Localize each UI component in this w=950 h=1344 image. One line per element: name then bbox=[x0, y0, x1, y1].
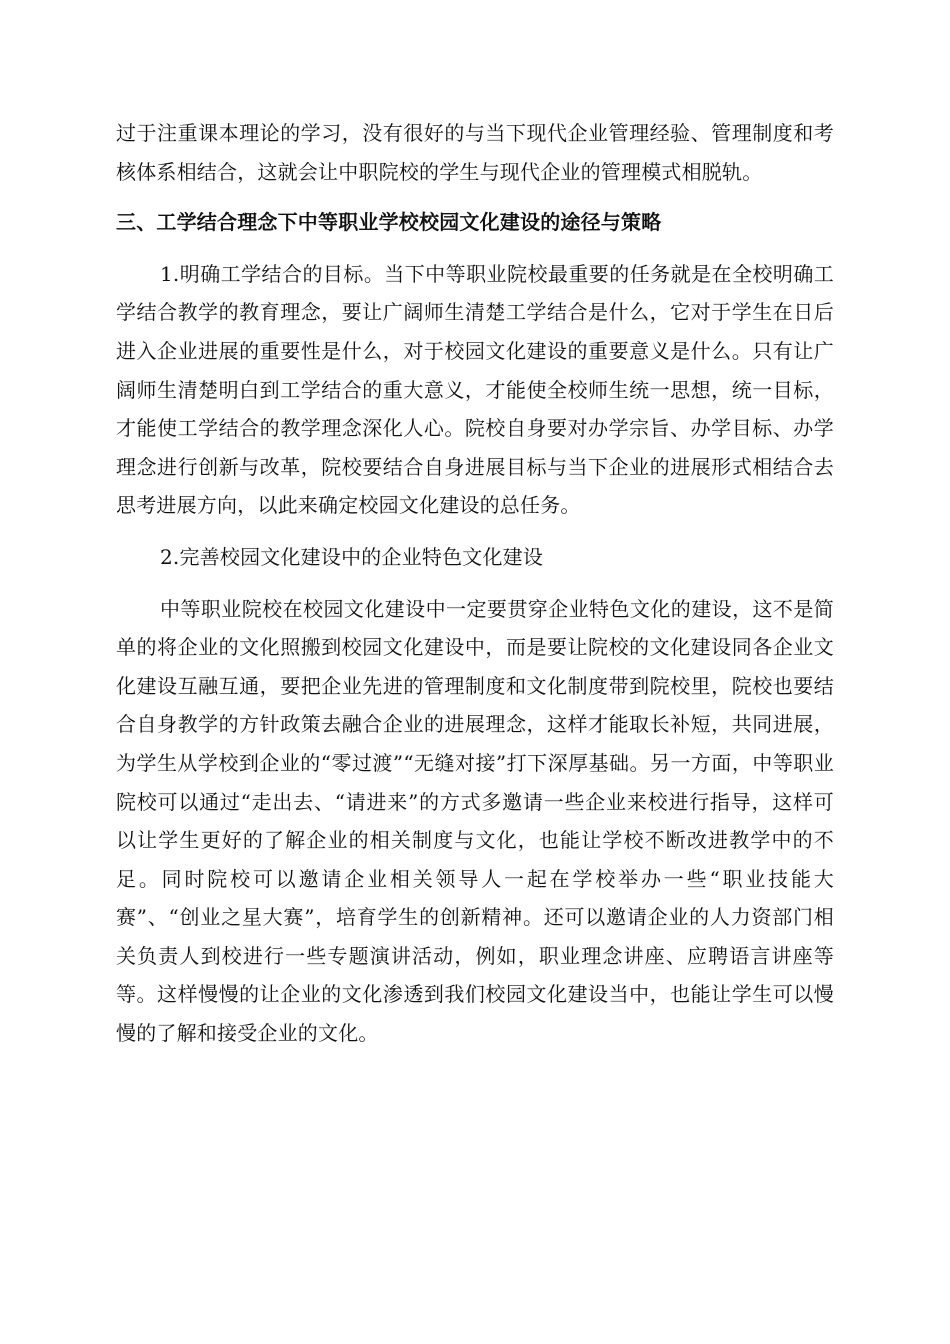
document-body bbox=[116, 114, 834, 1053]
paragraph-enterprise-culture: 中等职业院校在校园文化建设中一定要贯穿企业特色文化的建设，这不是简单的将企业的文化照搬到校园文化建设中，而是要让院校的文化建设同各企业文化建设互融互通，要把企业先进的管理制度和文化制度带到院校里，院校也要结合自身教学的方针政策去融合企业的进展理念，这样才能取长补短，共同进展，为学生从学校到企业的“零过渡”“无缝对接”打下深厚基础。另一方面，中等职业院校可以通过“走出去、“请进来”的方式多邀请一些企业来校进行指导，这样可以让学生更好的了解企业的相关制度与文化，也能让学校不断改进教学中的不足。同时院校可以邀请企业相关领导人一起在学校举办一些“职业技能大赛”、“创业之星大赛”，培育学生的创新精神。还可以邀请企业的人力资部门相关负责人到校进行一些专题演讲活动，例如，职业理念讲座、应聘语言讲座等等。这样慢慢的让企业的文化渗透到我们校园文化建设当中，也能让学生可以慢慢的了解和接受企业的文化。 bbox=[116, 596, 834, 1046]
paragraph-goal: 1.明确工学结合的目标。当下中等职业院校最重要的任务就是在全校明确工学结合教学的教育理念，要让广阔师生清楚工学结合是什么，它对于学生在日后进入企业进展的重要性是什么，对于校园文化建设的重要意义是什么。只有让广阔师生清楚明白到工学结合的重大意义，才能使全校师生统一思想，统一目标，才能使工学结合的教学理念深化人心。院校自身要对办学宗旨、办学目标、办学理念进行创新与改革，院校要结合自身进展目标与当下企业的进展形式相结合去思考进展方向，以此来确定校园文化建设的总任务。 bbox=[116, 261, 834, 518]
paragraph-continuation: 过于注重课本理论的学习，没有很好的与当下现代企业管理经验、管理制度和考核体系相结合，这就会让中职院校的学生与现代企业的管理模式相脱轨。 bbox=[116, 121, 834, 184]
subheading-enterprise-culture: 2.完善校园文化建设中的企业特色文化建设 bbox=[160, 544, 544, 569]
section-heading: 三、工学结合理念下中等职业学校校园文化建设的途径与策略 bbox=[116, 210, 662, 235]
